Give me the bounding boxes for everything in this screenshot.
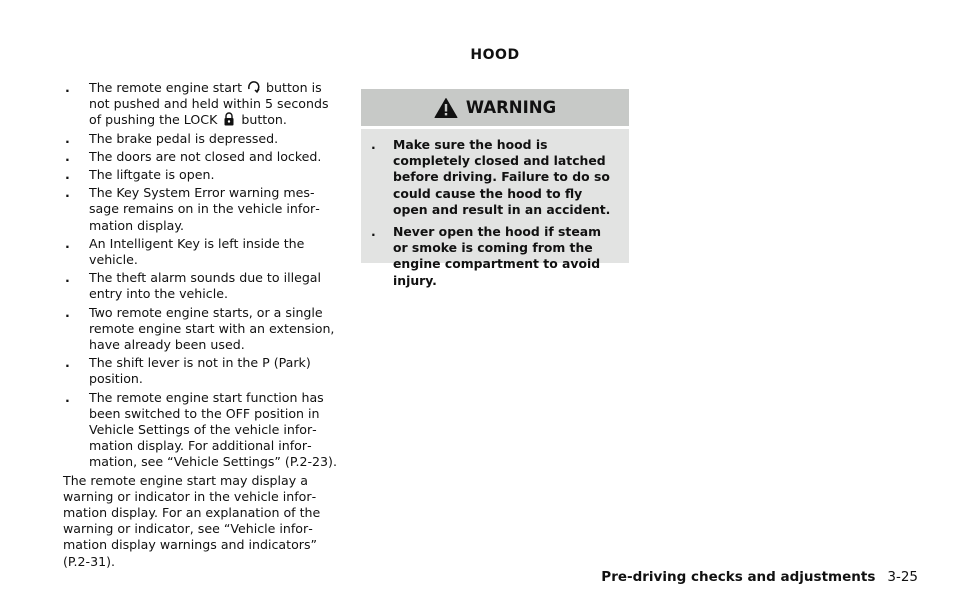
- bullet-marker: .: [65, 235, 70, 251]
- section-heading: HOOD: [470, 47, 520, 63]
- page-number: 3-25: [887, 569, 918, 585]
- body-paragraph: The remote engine start may display a warning or indicator in the vehicle information display. For an explanation of the warning or indicator, see “Vehicle information display warnings and indicators” (P.2-31).: [63, 472, 321, 569]
- bullet-marker: .: [371, 137, 376, 152]
- left-column: [63, 80, 337, 570]
- warning-title: WARNING: [465, 98, 557, 117]
- list-item-text: The doors are not closed and locked.: [89, 148, 322, 164]
- warning-item: [371, 224, 619, 289]
- list-item-text: button is not pushed and held within 5 seconds of pushing the LOCK: [89, 80, 329, 128]
- list-item: [63, 80, 337, 129]
- bullet-marker: .: [65, 185, 70, 201]
- bullet-marker: .: [65, 355, 70, 371]
- list-item-text: The shift lever is not in the P (Park) position.: [89, 355, 311, 387]
- bullet-marker: .: [65, 130, 70, 146]
- condition-list: [63, 80, 337, 471]
- list-item: [63, 355, 337, 387]
- list-item-text: The remote engine start: [89, 80, 243, 95]
- list-item: [63, 149, 337, 165]
- list-item-text: The remote engine start function has been switched to the OFF position in Vehicle Settings of the vehicle information display. For additional information, see “Vehicle Settings” (P.2-23).: [89, 389, 337, 470]
- warning-item: [371, 137, 619, 218]
- list-item-text: The theft alarm sounds due to illegal entry into the vehicle.: [89, 270, 322, 302]
- lock-icon: [221, 112, 237, 126]
- bullet-marker: .: [65, 148, 70, 164]
- warning-item-text: Never open the hood if steam or smoke is coming from the engine compartment to avoid injury.: [393, 224, 602, 288]
- bullet-marker: .: [371, 224, 376, 240]
- remote-start-icon: [246, 80, 262, 94]
- list-item: [63, 270, 337, 302]
- bullet-marker: .: [65, 389, 70, 405]
- warning-header: [361, 89, 629, 126]
- list-item-text: The Key System Error warning message remains on in the vehicle information display.: [89, 185, 320, 233]
- list-item: [63, 185, 337, 234]
- list-item: [63, 236, 337, 268]
- bullet-marker: .: [65, 270, 70, 286]
- list-item: [63, 390, 337, 471]
- list-item-text: The liftgate is open.: [89, 167, 215, 183]
- bullet-marker: .: [65, 167, 70, 183]
- warning-item-text: Make sure the hood is completely closed and latched before driving. Failure to do so could cause the hood to fly open and result in an accident.: [393, 137, 611, 217]
- warning-body: [361, 129, 629, 288]
- footer-section-title: Pre-driving checks and adjustments: [601, 569, 876, 585]
- page-footer: [601, 569, 918, 585]
- list-item-text: The brake pedal is depressed.: [89, 130, 279, 146]
- list-item-text: An Intelligent Key is left inside the vehicle.: [89, 235, 305, 268]
- bullet-marker: .: [65, 80, 70, 95]
- list-item: [63, 131, 337, 147]
- list-item: [63, 305, 337, 354]
- list-item-text: Two remote engine starts, or a single remote engine start with an extension, have already been used.: [89, 304, 335, 353]
- warning-triangle-icon: [434, 97, 458, 119]
- list-item: [63, 167, 337, 183]
- list-item-text: button.: [241, 112, 287, 128]
- bullet-marker: .: [65, 304, 70, 320]
